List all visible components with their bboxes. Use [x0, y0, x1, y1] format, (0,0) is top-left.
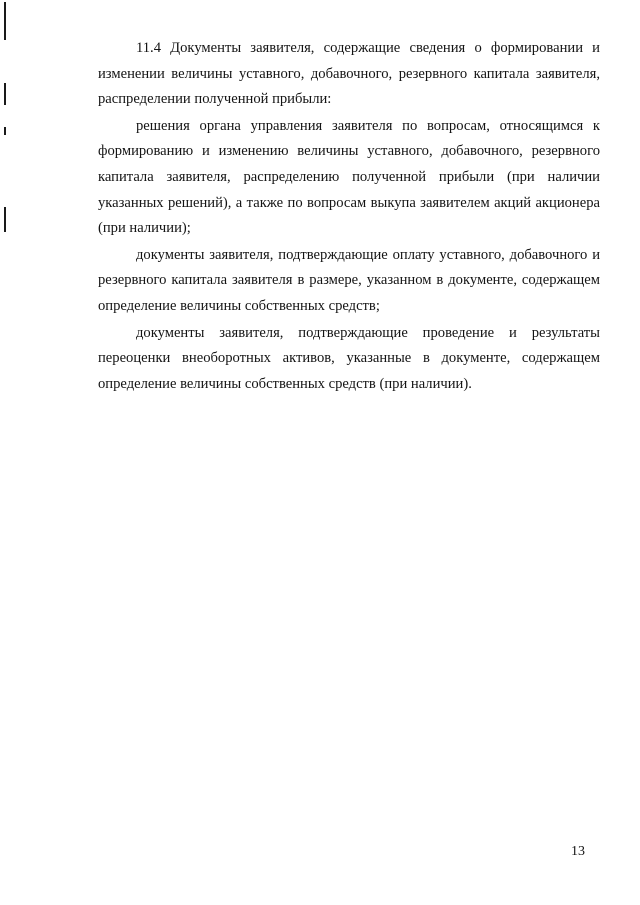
scan-binding-mark — [4, 127, 6, 135]
scan-binding-mark — [4, 83, 6, 105]
scan-binding-mark — [4, 2, 6, 40]
page-number: 13 — [571, 844, 585, 859]
list-item-capital-payment-documents: документы заявителя, подтверждающие оплату уставного, добавочного и резервного капитала заявителя в размере, указанном в документе, содержащем определение величины собственных средств; — [98, 246, 600, 314]
list-item-revaluation-documents: документы заявителя, подтверждающие проведение и результаты переоценки внеоборотных активов, указанные в документе, содержащем определение величины собственных средств (при наличии). — [98, 324, 600, 392]
scan-binding-mark — [4, 207, 6, 232]
section-11-4-heading-paragraph: 11.4 Документы заявителя, содержащие сведения о формировании и изменении величины уставного, добавочного, резервного капитала заявителя, распределении полученной прибыли: — [98, 40, 600, 108]
document-body — [98, 36, 600, 397]
list-item-management-decisions: решения органа управления заявителя по вопросам, относящимся к формированию и изменению величины уставного, добавочного, резервного капитала заявителя, распределению полученной прибыли (при наличии указанных решений), а также по вопросам выкупа заявителем акций акционера (при наличии); — [98, 117, 600, 237]
